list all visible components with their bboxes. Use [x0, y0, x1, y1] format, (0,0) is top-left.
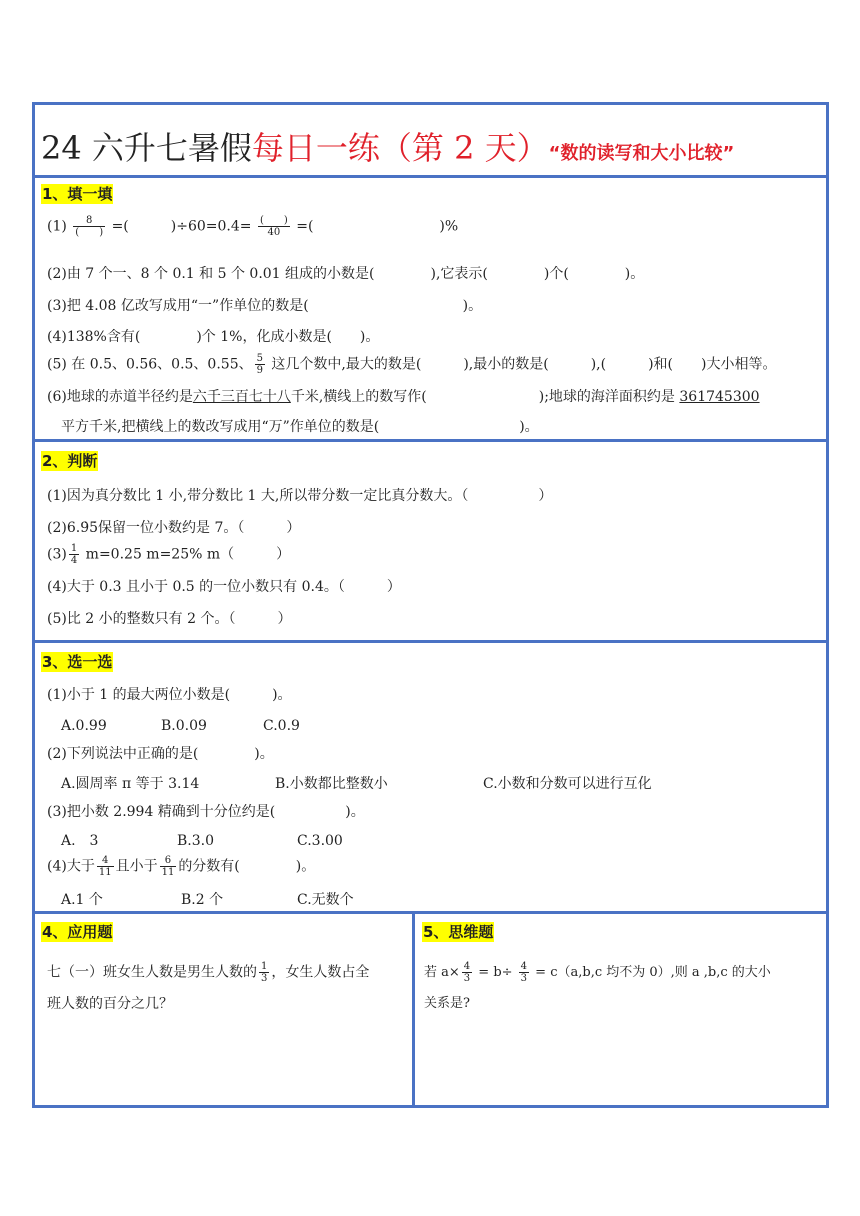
question-4-line2: 班人数的百分之几？ [47, 996, 173, 1012]
divider [412, 911, 415, 1105]
question-1-1 [47, 215, 458, 238]
fraction [259, 961, 269, 984]
question-5-line2: 关系是? [424, 996, 470, 1011]
q-text: 这几个数中,最大的数是( ),最小的数是( ),( )和( )大小相等。 [266, 356, 777, 373]
page-title [41, 123, 734, 169]
question-2-1: (1)因为真分数比 1 小,带分数比 1 大,所以带分数一定比真分数大。（ ） [47, 488, 553, 504]
q3-2-option-c: C.小数和分数可以进行互化 [483, 776, 652, 792]
section-heading-application: 4、应用题 [42, 923, 113, 941]
fraction [462, 961, 472, 984]
q3-1-option-c: C.0.9 [263, 718, 300, 734]
question-1-5 [47, 353, 776, 376]
q3-4-option-b: B.2 个 [181, 892, 224, 908]
q-text: m=0.25 m=25% m（ ） [81, 546, 291, 563]
question-4-line1 [47, 961, 369, 984]
q3-4-option-c: C.无数个 [297, 892, 354, 908]
section-heading-fill: 1、填一填 [42, 185, 113, 203]
question-2-3 [47, 543, 290, 566]
q-text: = b÷ [474, 965, 517, 980]
fraction-numerator: 4 [97, 855, 114, 867]
fraction-numerator: 4 [463, 961, 471, 972]
fraction-numerator: 1 [261, 961, 268, 972]
q3-1-option-b: B.0.09 [161, 718, 207, 734]
q-label: (3) [47, 546, 67, 563]
fraction-denominator: ( ) [75, 227, 104, 238]
q3-2-option-a: A.圆周率 π 等于 3.14 [61, 776, 200, 792]
q-text: =( )÷60=0.4= [111, 218, 252, 235]
question-2-5: (5)比 2 小的整数只有 2 个。（ ） [47, 611, 292, 627]
divider [35, 640, 826, 643]
q3-3-option-c: C.3.00 [297, 833, 343, 849]
fraction-numerator: 4 [520, 961, 528, 972]
question-5-line1 [424, 961, 771, 984]
title-daily: 每日一练（第 2 天） [251, 129, 549, 167]
fraction-denominator: 3 [520, 973, 528, 984]
q-text: 的分数有( )。 [178, 858, 316, 875]
q-text: (5) 在 0.5、0.56、0.5̇、0.55、 [47, 356, 253, 373]
q-text: ，女生人数占全 [271, 964, 370, 981]
fraction-numerator: 5 [256, 353, 263, 364]
question-2-2: (2)6.9̇5̇保留一位小数约是 7。（ ） [47, 520, 301, 536]
question-1-3: (3)把 4.08 亿改写成用“一”作单位的数是( )。 [47, 298, 483, 314]
section-heading-choose: 3、选一选 [42, 653, 113, 671]
q-text: 七（一）班女生人数是男生人数的 [47, 964, 257, 981]
title-grade: 24 六升七暑假 [41, 129, 252, 167]
fraction-numerator: 1 [70, 543, 78, 554]
question-3-1: (1)小于 1 的最大两位小数是( )。 [47, 687, 292, 703]
fraction [69, 543, 79, 566]
q-text: 千米,横线上的数写作( );地球的海洋面积约是 [290, 389, 680, 405]
title-topic: “数的读写和大小比较” [548, 143, 735, 164]
q3-1-option-a: A.0.99 [61, 718, 107, 734]
underlined-number: 361745300 [679, 389, 760, 405]
divider [35, 175, 826, 178]
fraction-denominator: 11 [98, 867, 112, 878]
fraction-denominator: 9 [256, 365, 263, 376]
fraction [73, 215, 105, 238]
section-heading-judge: 2、判断 [42, 452, 98, 470]
q3-3-option-a: A. 3 [61, 833, 99, 849]
divider [35, 439, 826, 442]
fraction-denominator: 40 [267, 227, 281, 238]
question-3-4 [47, 855, 315, 878]
fraction-denominator: 4 [70, 555, 78, 566]
fraction-denominator: 3 [463, 973, 471, 984]
section-heading-thinking: 5、思维题 [423, 923, 494, 941]
question-1-6 [47, 388, 760, 406]
q3-4-option-a: A.1 个 [61, 892, 103, 908]
fraction-numerator: 6 [160, 855, 177, 867]
question-1-6-cont: 平方千米,把横线上的数改写成用“万”作单位的数是( )。 [61, 419, 539, 435]
worksheet-frame [32, 102, 829, 1108]
fraction-denominator: 3 [261, 973, 268, 984]
q-text: (4)大于 [47, 858, 95, 875]
underlined-number: 六千三百七十八 [192, 389, 291, 405]
fraction-denominator: 11 [161, 867, 175, 878]
question-1-4: (4)138%含有( )个 1%，化成小数是( )。 [47, 329, 380, 345]
fraction [97, 855, 114, 878]
fraction [255, 353, 265, 376]
question-3-2: (2)下列说法中正确的是( )。 [47, 746, 274, 762]
q-text: =( )% [296, 218, 459, 235]
fraction-numerator: ( ) [259, 215, 288, 226]
q3-2-option-b: B.小数都比整数小 [275, 776, 388, 792]
q-text: 且小于 [115, 858, 158, 875]
q-label: (1) [47, 218, 67, 235]
question-3-3: (3)把小数 2.994 精确到十分位约是( )。 [47, 804, 365, 820]
q-text: = c（a,b,c 均不为 0）,则 a ,b,c 的大小 [531, 965, 771, 980]
fraction-numerator: 8 [73, 215, 105, 227]
question-2-4: (4)大于 0.3 且小于 0.5 的一位小数只有 0.4。（ ） [47, 579, 401, 595]
q-text: 若 a× [424, 965, 460, 980]
divider [35, 911, 826, 914]
fraction [160, 855, 177, 878]
q-text: (6)地球的赤道半径约是 [47, 389, 193, 405]
fraction [258, 215, 290, 238]
question-1-2: (2)由 7 个一、8 个 0.1 和 5 个 0.01 组成的小数是( ),它表示( )个( )。 [47, 266, 645, 282]
fraction [519, 961, 529, 984]
q3-3-option-b: B.3.0 [177, 833, 215, 849]
